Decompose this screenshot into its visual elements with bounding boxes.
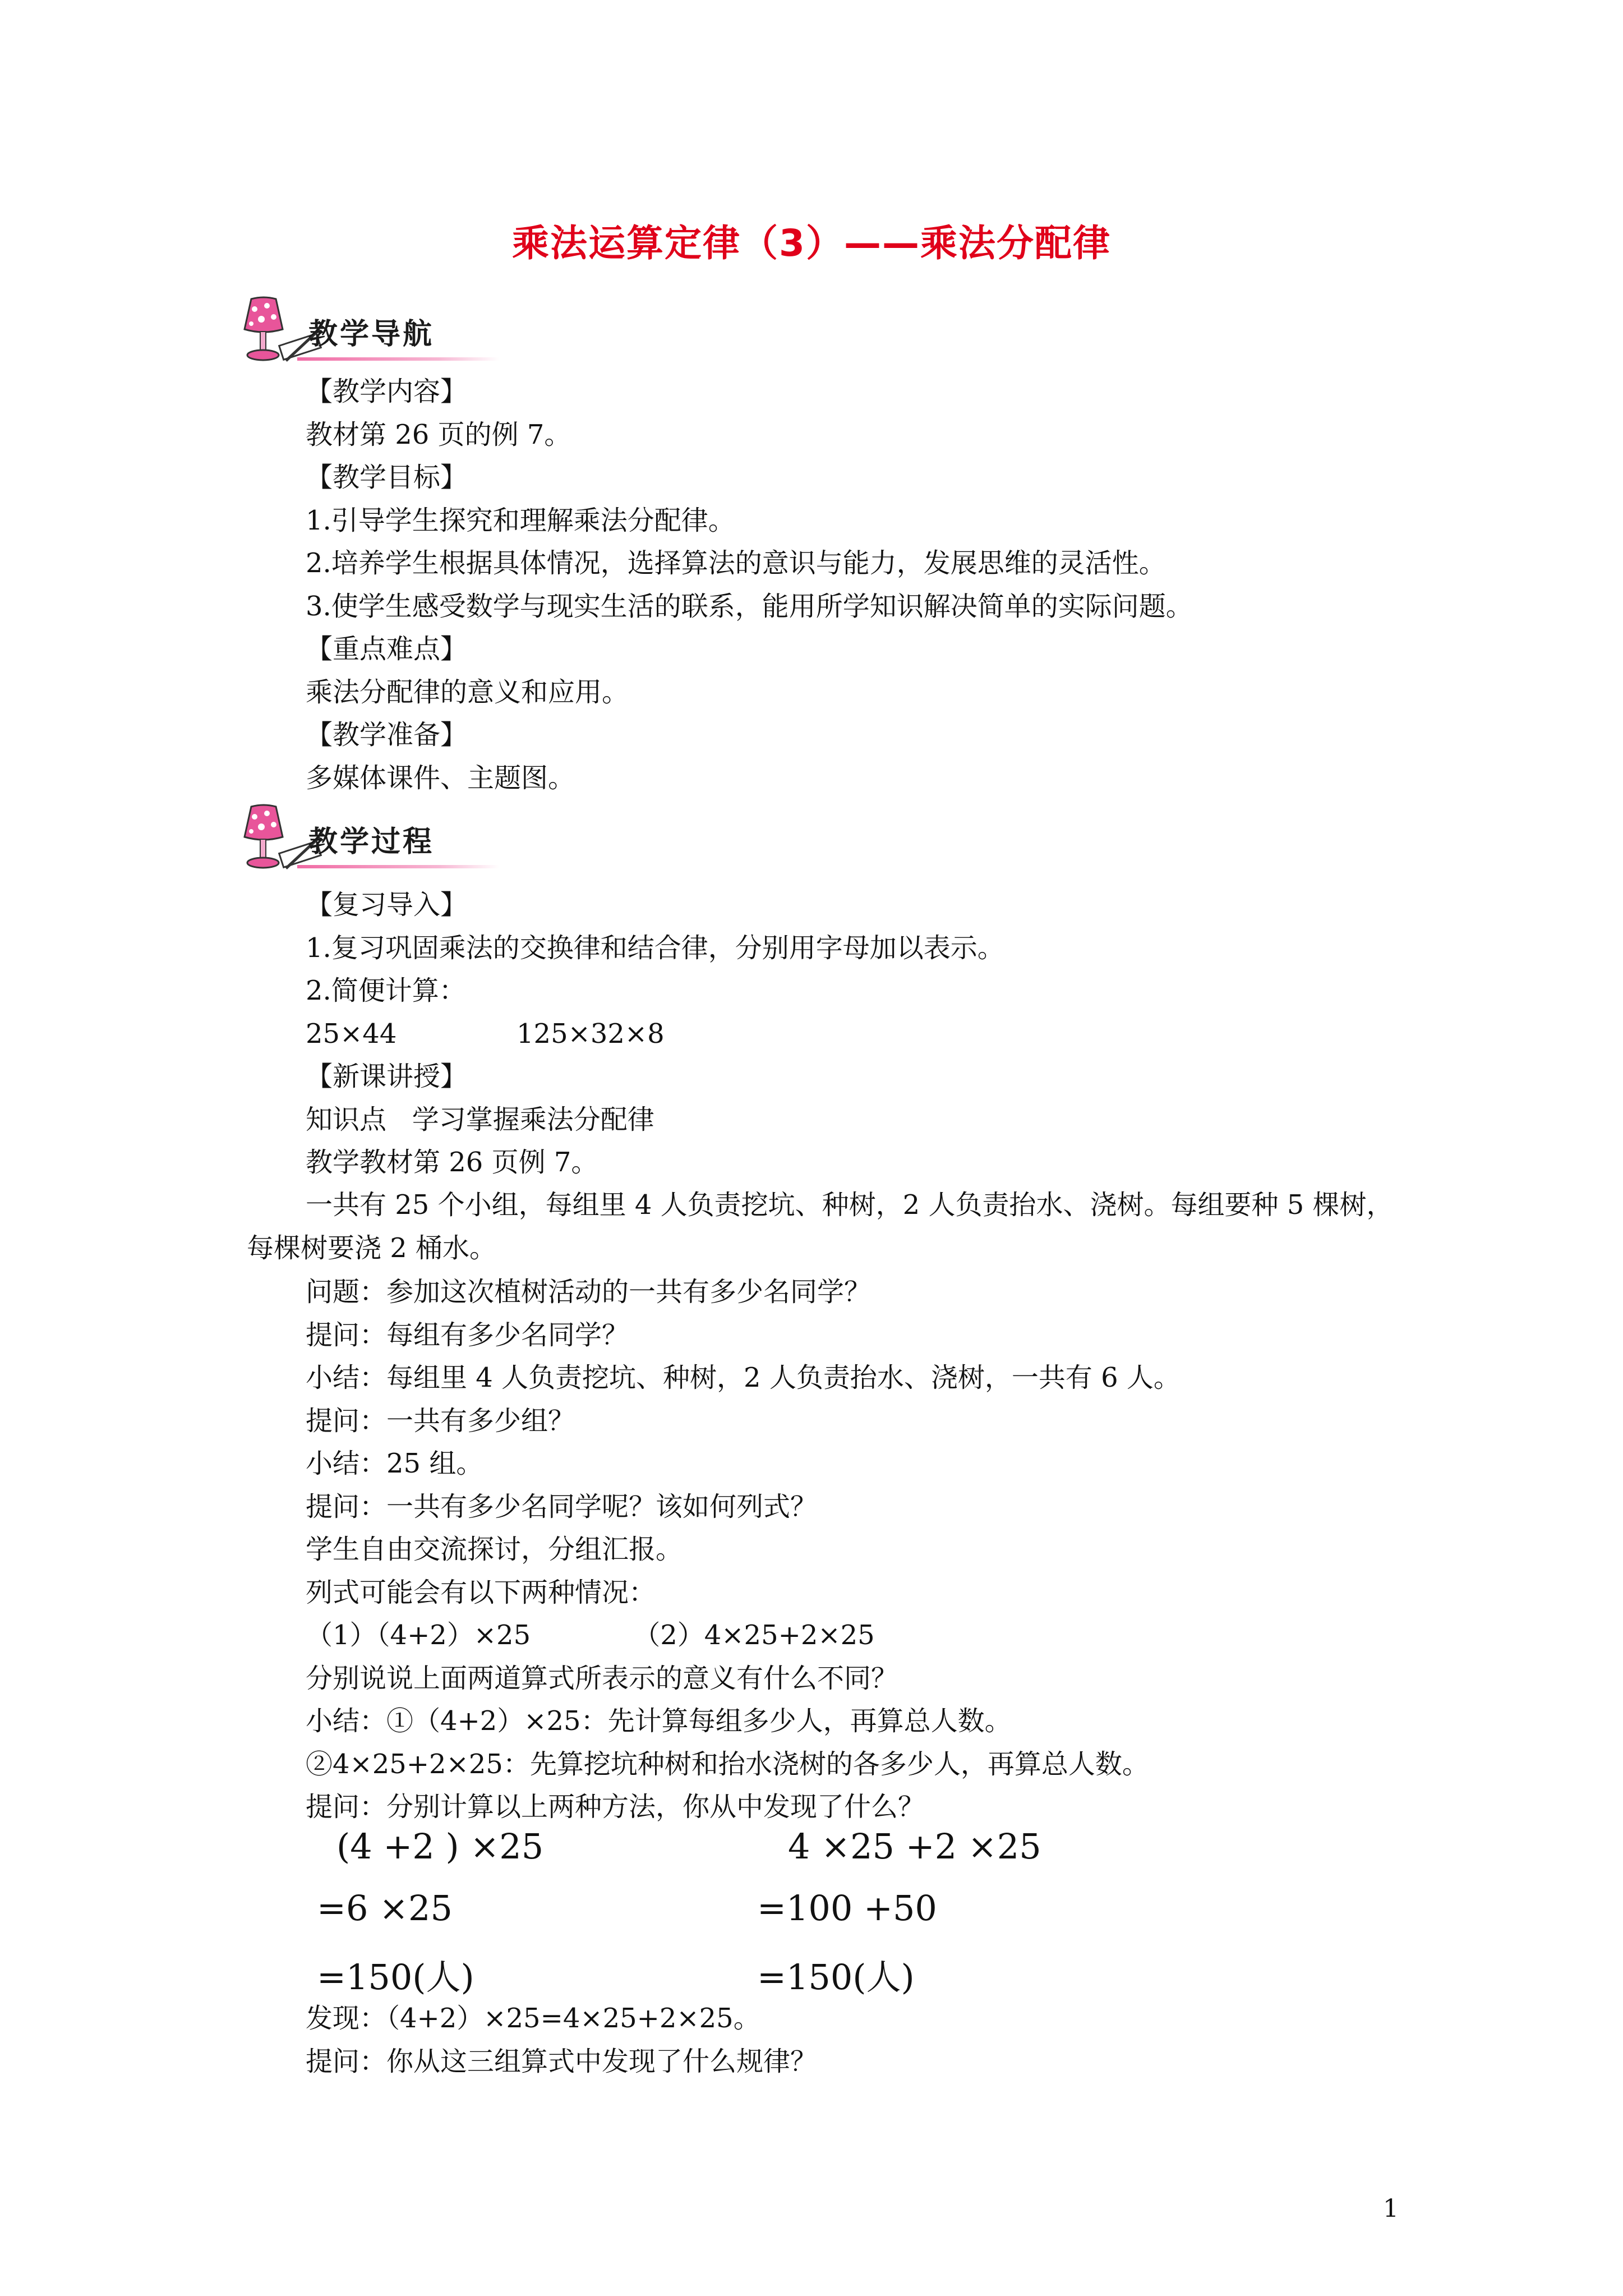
process-line: 小结：25 组。	[306, 1448, 483, 1479]
page-title: 乘法运算定律（3）——乘法分配律	[512, 222, 1111, 265]
process-line: 提问：每组有多少名同学？	[306, 1319, 629, 1351]
guide-line: 多媒体课件、主题图。	[306, 762, 575, 794]
process-line: 教学教材第 26 页例 7。	[306, 1147, 598, 1178]
section-underline	[297, 357, 499, 361]
guide-line: 【教学目标】	[306, 462, 468, 493]
page-number: 1	[1383, 2194, 1399, 2223]
section-header-process	[241, 802, 499, 881]
calc-right-line-1: 4 ×25 +2 ×25	[788, 1826, 1041, 1867]
calc-left-line-3: =150(人)	[317, 1957, 474, 1998]
process-line: 25×44 125×32×8	[306, 1018, 665, 1050]
guide-line: 【重点难点】	[306, 633, 468, 665]
process-line: 提问：一共有多少名同学呢？该如何列式？	[306, 1490, 818, 1522]
calc-left-line-1: (4 +2 ) ×25	[336, 1826, 544, 1867]
guide-line: 1.引导学生探究和理解乘法分配律。	[306, 504, 735, 536]
process-line: 分别说说上面两道算式所表示的意义有什么不同？	[306, 1662, 898, 1694]
process-line: 问题：参加这次植树活动的一共有多少名同学？	[306, 1276, 872, 1308]
problem-paragraph	[247, 1184, 1396, 1269]
process-line: （1）（4+2）×25 （2）4×25+2×25	[306, 1619, 875, 1651]
section-label-guide: 教学导航	[308, 318, 435, 351]
section-underline	[297, 865, 499, 868]
process-content-a	[306, 884, 1399, 1184]
guide-line: 【教学内容】	[306, 376, 468, 407]
process-line: 小结：每组里 4 人负责挖坑、种树，2 人负责抬水、浇树，一共有 6 人。	[306, 1362, 1181, 1393]
calc-right-line-2: =100 +50	[757, 1888, 937, 1929]
section-label-process: 教学过程	[308, 825, 435, 859]
section-header-guide	[241, 295, 499, 373]
guide-line: 3.使学生感受数学与现实生活的联系，能用所学知识解决简单的实际问题。	[306, 590, 1193, 622]
guide-line: 【教学准备】	[306, 719, 468, 751]
process-line: ②4×25+2×25：先算挖坑种树和抬水浇树的各多少人，再算总人数。	[306, 1748, 1149, 1780]
process-line: 知识点 学习掌握乘法分配律	[306, 1103, 654, 1135]
paragraph-text: 一共有 25 个小组，每组里 4 人负责挖坑、种树，2 人负责抬水、浇树。每组要种 5 棵树，每棵树要浇 2 桶水。	[247, 1189, 1394, 1264]
guide-content	[306, 370, 1399, 799]
calc-left-line-2: =6 ×25	[317, 1888, 453, 1929]
guide-line: 2.培养学生根据具体情况，选择算法的意识与能力，发展思维的灵活性。	[306, 547, 1166, 579]
calc-right-line-3: =150(人)	[757, 1957, 915, 1998]
process-line: 提问：你从这三组算式中发现了什么规律？	[306, 2045, 818, 2077]
process-line: 【复习导入】	[306, 889, 468, 921]
guide-line: 教材第 26 页的例 7。	[306, 418, 571, 450]
process-content-c	[306, 1997, 1399, 2083]
process-line: 提问：分别计算以上两种方法，你从中发现了什么？	[306, 1791, 925, 1823]
process-line: 【新课讲授】	[306, 1061, 468, 1092]
guide-line: 乘法分配律的意义和应用。	[306, 676, 629, 708]
process-content-b	[306, 1271, 1399, 1829]
process-line: 2.简便计算：	[306, 975, 466, 1006]
process-line: 提问：一共有多少组？	[306, 1405, 575, 1437]
process-line: 小结：①（4+2）×25：先计算每组多少人，再算总人数。	[306, 1705, 1012, 1737]
process-line: 1.复习巩固乘法的交换律和结合律，分别用字母加以表示。	[306, 932, 1004, 964]
process-line: 发现：（4+2）×25=4×25+2×25。	[306, 2003, 760, 2034]
process-line: 列式可能会有以下两种情况：	[306, 1576, 656, 1608]
process-line: 学生自由交流探讨，分组汇报。	[306, 1534, 683, 1565]
